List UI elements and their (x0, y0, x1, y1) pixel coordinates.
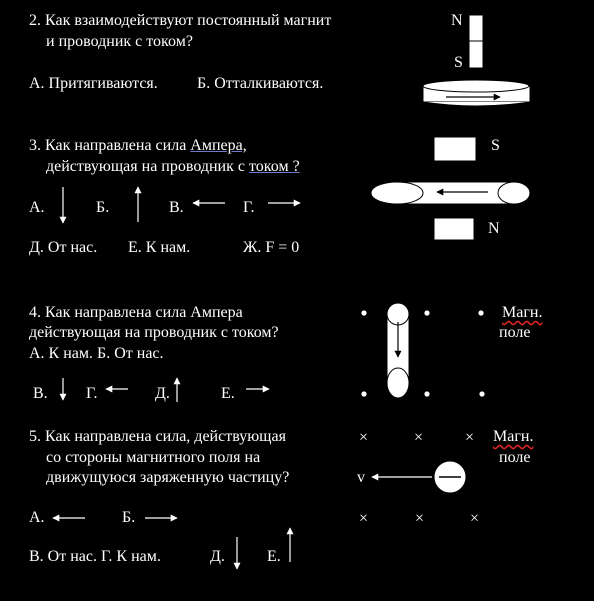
q5-field-word2: поле (499, 449, 531, 466)
q4-field-word1-text: Магн. (502, 304, 543, 321)
q5-line2: со стороны магнитного поля на (46, 449, 261, 466)
q5-opt-d: Д. (210, 548, 225, 565)
q4-field-dots (361, 310, 484, 396)
q3-opt-d: Д. От нас. (29, 239, 98, 256)
q3-conductor (371, 182, 530, 204)
q5-opt-e: Е. (267, 548, 281, 565)
q2-pole-s: S (454, 54, 463, 71)
q4-line3: А. К нам. Б. От нас. (29, 345, 164, 362)
q4-opt-e: Е. (221, 385, 235, 402)
q3-pole-s: S (491, 137, 500, 154)
q3-opt-b: Б. (96, 199, 110, 216)
q5-field-cross: × (415, 510, 425, 527)
q3-opt-e: Е. К нам. (128, 239, 191, 256)
q3-opt-v: В. (169, 199, 184, 216)
q4-line1: 4. Как направлена сила Ампера (29, 304, 243, 321)
q3-magnet-bottom (434, 218, 474, 240)
q3-opt-a: А. (29, 199, 45, 216)
q4-opt-v: В. (33, 385, 48, 402)
q5-line-last: В. От нас. Г. К нам. (29, 548, 161, 565)
q4-field-word2: поле (499, 324, 531, 341)
q3-opt-g: Г. (243, 199, 255, 216)
q5-line1: 5. Как направлена сила, действующая (29, 428, 286, 445)
q5-opt-b: Б. (122, 509, 136, 526)
q2-line1: 2. Как взаимодействуют постоянный магнит (29, 12, 332, 29)
q5-field-cross: × (414, 429, 424, 446)
q3-line2-link: током ? (249, 158, 300, 175)
q2-answer-a: А. Притягиваются. (29, 75, 158, 92)
q3-magnet-top (434, 137, 476, 161)
q4-opt-d: Д. (155, 385, 170, 402)
q3-opt-zh: Ж. F = 0 (243, 239, 300, 256)
q2-pole-n: N (451, 12, 463, 29)
q3-pole-n: N (488, 220, 500, 237)
q3-line2-text: действующая на проводник с (46, 158, 249, 175)
q5-field-word1-text: Магн. (493, 428, 534, 445)
q4-line2: действующая на проводник с током? (29, 324, 279, 341)
q5-opt-a: А. (29, 509, 45, 526)
q3-line1-link: Ампера, (190, 137, 247, 154)
q5-line3: движущуюся заряженную частицу? (46, 469, 290, 486)
q5-field-cross: × (470, 510, 480, 527)
q2-answer-b: Б. Отталкиваются. (197, 75, 324, 92)
q3-line1-text: 3. Как направлена сила (29, 137, 191, 154)
q4-opt-g: Г. (86, 385, 98, 402)
q2-magnet (469, 15, 483, 68)
q5-field-cross: × (359, 429, 369, 446)
q5-field-cross: × (359, 510, 369, 527)
q5-velocity-label: v (357, 469, 365, 486)
q2-line2: и проводник с током? (46, 33, 193, 50)
q2-conductor-ring (423, 80, 530, 106)
q4-conductor (387, 303, 409, 398)
q5-field-cross: × (465, 429, 475, 446)
